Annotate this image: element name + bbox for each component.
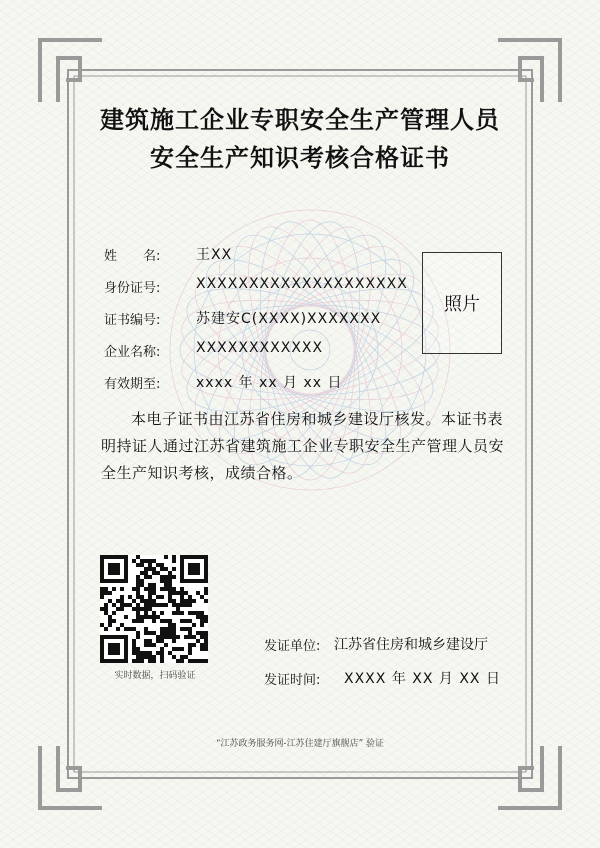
field-value-id-number: XXXXXXXXXXXXXXXXXXXX bbox=[196, 276, 408, 292]
field-label-id-number: 身份证号: bbox=[104, 281, 161, 296]
qr-code-icon[interactable] bbox=[100, 555, 208, 663]
title-line-1: 建筑施工企业专职安全生产管理人员 bbox=[100, 106, 500, 134]
field-value-certificate-number: 苏建安C(XXXX)XXXXXXX bbox=[196, 311, 382, 327]
certificate-statement: 本电子证书由江苏省住房和城乡建设厅核发。本证书表明持证人通过江苏省建筑施工企业专职安全生产管理人员安全生产知识考核，成绩合格。 bbox=[101, 410, 505, 482]
issue-date-value: XXXX 年 XX 月 XX 日 bbox=[344, 671, 501, 687]
issuer-label: 发证单位: bbox=[264, 639, 321, 654]
field-value-company: XXXXXXXXXXXX bbox=[196, 340, 324, 356]
photo-label: 照片 bbox=[444, 294, 480, 315]
issue-date-label: 发证时间: bbox=[264, 673, 321, 688]
photo-box bbox=[422, 252, 502, 354]
issuer-value: 江苏省住房和城乡建设厅 bbox=[334, 637, 488, 653]
field-value-name: 王XX bbox=[196, 247, 233, 263]
field-label-name: 姓 名: bbox=[104, 249, 161, 264]
qr-caption: 实时数据，扫码验证 bbox=[114, 671, 196, 681]
field-label-valid-until: 有效期至: bbox=[104, 377, 161, 392]
verification-footer: “江苏政务服务网-江苏住建厅旗舰店” 验证 bbox=[215, 739, 385, 749]
title-line-2: 安全生产知识考核合格证书 bbox=[150, 144, 450, 172]
field-label-company: 企业名称: bbox=[104, 345, 161, 360]
field-value-valid-until: xxxx 年 xx 月 xx 日 bbox=[196, 375, 343, 391]
field-label-certificate-number: 证书编号: bbox=[104, 313, 161, 328]
